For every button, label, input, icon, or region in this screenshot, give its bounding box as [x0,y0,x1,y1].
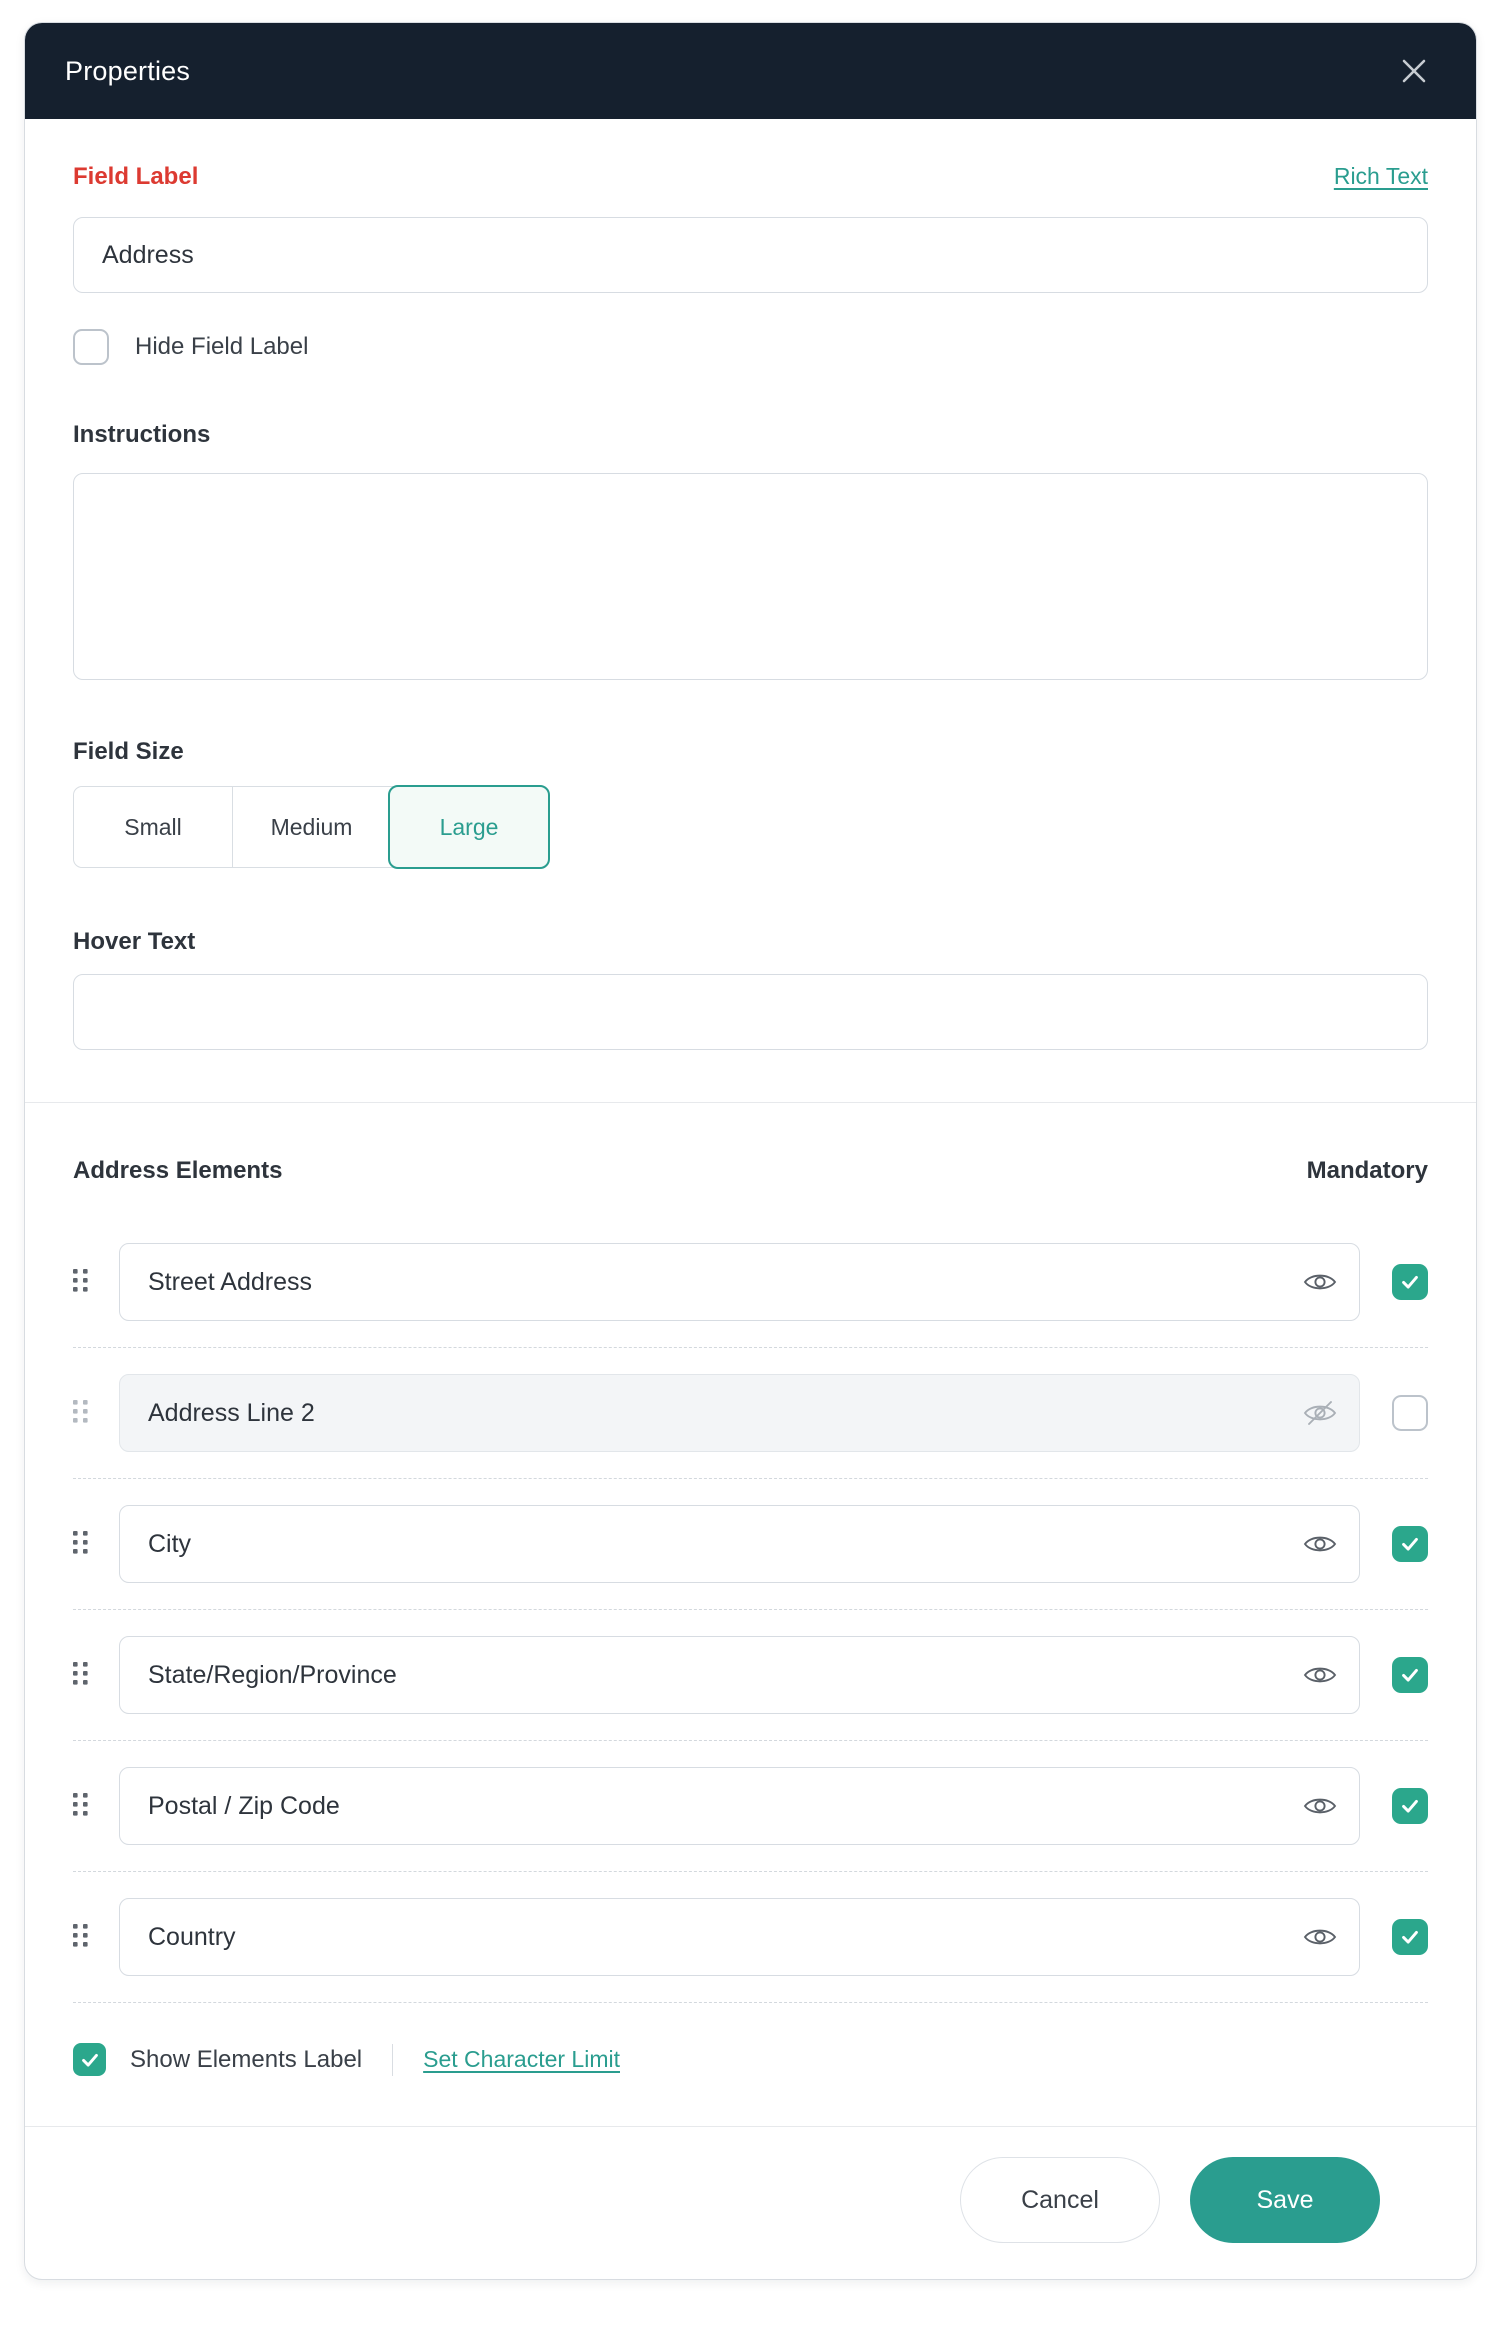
field-size-option-large[interactable]: Large [388,785,550,869]
set-character-limit-link[interactable]: Set Character Limit [423,2046,620,2072]
element-label-input[interactable] [119,1374,1360,1452]
drag-handle[interactable] [73,1793,95,1819]
element-label-input[interactable] [119,1243,1360,1321]
field-size-option-medium[interactable]: Medium [232,787,390,867]
address-element-row [73,1610,1428,1741]
visibility-eye-off-icon[interactable] [1302,1400,1338,1426]
drag-handle-icon [73,1269,95,1295]
address-element-row [73,1872,1428,2003]
visibility-eye-icon[interactable] [1302,1662,1338,1688]
rich-text-link[interactable]: Rich Text [1333,163,1428,189]
visibility-eye-icon[interactable] [1302,1924,1338,1950]
element-label-input[interactable] [119,1898,1360,1976]
element-input-wrap [119,1767,1360,1845]
element-label-input[interactable] [119,1767,1360,1845]
element-input-wrap [119,1505,1360,1583]
address-elements-list [73,1217,1428,2003]
section-divider [25,1102,1476,1103]
show-elements-label-checkbox[interactable] [73,2043,106,2076]
element-input-wrap [119,1243,1360,1321]
visibility-eye-icon[interactable] [1302,1269,1338,1295]
visibility-eye-icon[interactable] [1302,1793,1338,1819]
drag-handle[interactable] [73,1269,95,1295]
hide-field-label-text: Hide Field Label [135,333,309,360]
mandatory-checkbox[interactable] [1392,1526,1428,1562]
field-size-option-small[interactable]: Small [74,787,232,867]
address-element-row [73,1479,1428,1610]
address-element-row [73,1217,1428,1348]
hover-text-heading: Hover Text [73,928,196,955]
cancel-button[interactable]: Cancel [960,2157,1160,2243]
field-label-heading: Field Label [73,163,199,190]
mandatory-checkbox[interactable] [1392,1788,1428,1824]
mandatory-checkbox[interactable] [1392,1264,1428,1300]
show-elements-label-text: Show Elements Label [130,2045,363,2073]
drag-handle-icon [73,1662,95,1688]
hide-field-label-checkbox[interactable] [73,329,109,365]
save-button[interactable]: Save [1190,2157,1380,2243]
drag-handle[interactable] [73,1531,95,1557]
address-elements-heading: Address Elements [73,1157,283,1184]
field-size-heading: Field Size [73,738,184,765]
mandatory-heading: Mandatory [1306,1157,1428,1184]
close-button[interactable] [1392,49,1436,93]
visibility-eye-icon[interactable] [1302,1531,1338,1557]
drag-handle-icon [73,1531,95,1557]
mandatory-checkbox[interactable] [1392,1657,1428,1693]
address-element-row [73,1741,1428,1872]
instructions-heading: Instructions [73,421,211,448]
field-size-segmented-control [73,786,549,868]
field-label-input[interactable] [73,217,1428,293]
element-input-wrap [119,1636,1360,1714]
mandatory-checkbox[interactable] [1392,1919,1428,1955]
dialog-header [25,23,1476,119]
drag-handle-icon [73,1793,95,1819]
address-element-row [73,1348,1428,1479]
dialog-title: Properties [65,55,191,86]
drag-handle[interactable] [73,1924,95,1950]
close-icon [1399,56,1429,86]
element-label-input[interactable] [119,1505,1360,1583]
mandatory-checkbox[interactable] [1392,1395,1428,1431]
drag-handle[interactable] [73,1400,95,1426]
dialog-content [25,119,1476,2279]
instructions-textarea[interactable] [73,473,1428,680]
hover-text-input[interactable] [73,974,1428,1050]
drag-handle[interactable] [73,1662,95,1688]
vertical-separator [392,2044,393,2076]
element-input-wrap [119,1898,1360,1976]
element-label-input[interactable] [119,1636,1360,1714]
drag-handle-icon [73,1924,95,1950]
element-input-wrap [119,1374,1360,1452]
drag-handle-icon [73,1400,95,1426]
properties-dialog [24,22,1477,2280]
footer [73,2127,1428,2243]
